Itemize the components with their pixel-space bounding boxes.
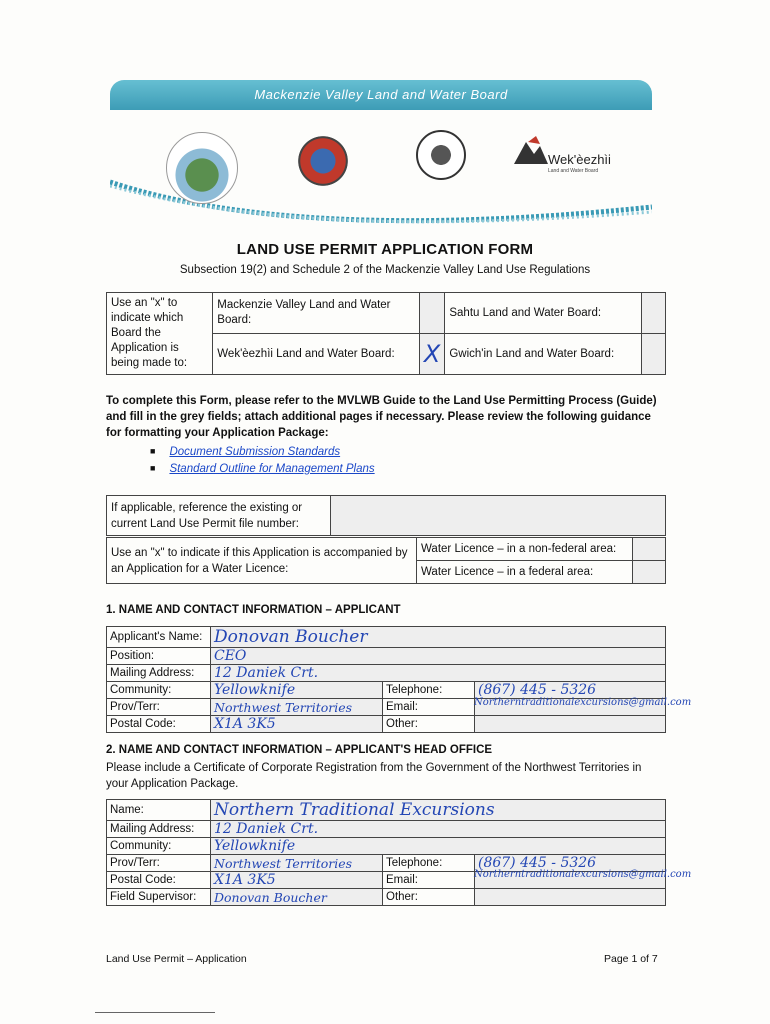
ho-mailing-label: Mailing Address: xyxy=(107,821,211,838)
ho-name-input[interactable] xyxy=(211,800,666,821)
ho-prov-label: Prov/Terr: xyxy=(107,855,211,872)
ho-community-label: Community: xyxy=(107,838,211,855)
mvlwb-logo-icon xyxy=(166,132,238,204)
page-subtitle: Subsection 19(2) and Schedule 2 of the Mackenzie Valley Land Use Regulations xyxy=(179,264,591,276)
gwich-checkbox[interactable] xyxy=(641,334,665,375)
ho-other-input[interactable] xyxy=(475,889,666,906)
sahtu-logo-icon xyxy=(294,132,352,190)
water-licence-prompt: Use an "x" to indicate if this Application is accompanied by an Application for a Water Licence: xyxy=(107,538,417,584)
mailing-input[interactable] xyxy=(211,665,666,682)
ho-mailing-input[interactable] xyxy=(211,821,666,838)
board-prompt: Use an "x" to indicate which Board the Application is being made to: xyxy=(107,293,213,375)
reference-label: If applicable, reference the existing or current Land Use Permit file number: xyxy=(107,496,331,536)
ho-community-value: Yellowknife xyxy=(214,838,296,854)
applicant-name-value: Donovan Boucher xyxy=(214,627,368,647)
telephone-value: (867) 445 - 5326 xyxy=(478,682,597,698)
ho-postal-value: X1A 3K5 xyxy=(214,872,276,888)
ho-other-label: Other: xyxy=(383,889,475,906)
wek-checkbox[interactable]: X xyxy=(419,334,445,375)
list-item xyxy=(150,461,375,478)
head-office-table xyxy=(106,799,666,906)
document-standards-link[interactable]: Document Submission Standards xyxy=(169,446,341,458)
postal-value: X1A 3K5 xyxy=(214,716,276,732)
prov-input[interactable] xyxy=(211,699,383,716)
ho-email-value: Northerntraditionalexcursions@gmail.com xyxy=(474,869,692,880)
logo-strip xyxy=(110,112,652,232)
non-federal-checkbox[interactable] xyxy=(633,538,666,561)
mvlwb-checkbox[interactable] xyxy=(419,293,445,334)
applicant-name-input[interactable] xyxy=(211,627,666,648)
page-title: LAND USE PERMIT APPLICATION FORM xyxy=(236,241,534,258)
ho-community-input[interactable] xyxy=(211,838,666,855)
position-input[interactable] xyxy=(211,648,666,665)
ho-name-value: Northern Traditional Excursions xyxy=(214,800,495,820)
mailing-value: 12 Daniek Crt. xyxy=(214,665,319,681)
ho-supervisor-label: Field Supervisor: xyxy=(107,889,211,906)
applicant-email-value: Northerntraditionalexcursions@gmail.com xyxy=(474,697,692,708)
section1-title: 1. NAME AND CONTACT INFORMATION – APPLICANT xyxy=(106,604,401,616)
reference-input[interactable] xyxy=(331,496,666,536)
ho-postal-label: Postal Code: xyxy=(107,872,211,889)
board-selection-table xyxy=(106,292,666,375)
section2-text: Please include a Certificate of Corporate Registration from the Government of the Northwest Territories in your Application Package. xyxy=(106,762,642,790)
telephone-label: Telephone: xyxy=(383,682,475,699)
ho-telephone-value: (867) 445 - 5326 xyxy=(478,855,597,871)
section2-title: 2. NAME AND CONTACT INFORMATION – APPLICANT'S HEAD OFFICE xyxy=(106,744,493,756)
ho-prov-input[interactable] xyxy=(211,855,383,872)
ho-postal-input[interactable] xyxy=(211,872,383,889)
list-item xyxy=(150,444,375,461)
ho-supervisor-value: Donovan Boucher xyxy=(214,889,327,905)
mvlwb-label: Mackenzie Valley Land and Water Board: xyxy=(213,293,420,334)
other-label: Other: xyxy=(383,716,475,733)
other-input[interactable] xyxy=(475,716,666,733)
non-federal-label: Water Licence – in a non-federal area: xyxy=(417,538,633,561)
community-input[interactable] xyxy=(211,682,383,699)
wekeezhii-logo-subtext: Land and Water Board xyxy=(548,168,599,174)
prov-value: Northwest Territories xyxy=(214,699,353,715)
email-label: Email: xyxy=(383,699,475,716)
bullet-icon: ■ xyxy=(150,463,156,473)
ho-name-label: Name: xyxy=(107,800,211,821)
mailing-label: Mailing Address: xyxy=(107,665,211,682)
instructions: To complete this Form, please refer to the MVLWB Guide to the Land Use Permitting Process (Guide) and fill in the grey fields; attach additional pages if necessary. Please review the following guidance for formatting your Application Package: xyxy=(106,395,657,439)
postal-label: Postal Code: xyxy=(107,716,211,733)
ho-prov-value: Northwest Territories xyxy=(214,855,353,871)
ho-mailing-value: 12 Daniek Crt. xyxy=(214,821,319,837)
water-licence-table xyxy=(106,537,666,584)
wek-label: Wek'èezhìi Land and Water Board: xyxy=(213,334,420,375)
page-number: Page 1 of 7 xyxy=(604,953,658,965)
telephone-input[interactable] xyxy=(475,682,666,699)
ho-telephone-label: Telephone: xyxy=(383,855,475,872)
wekeezhii-logo-icon xyxy=(514,136,548,166)
community-label: Community: xyxy=(107,682,211,699)
ho-supervisor-input[interactable] xyxy=(211,889,383,906)
reference-table xyxy=(106,495,666,536)
postal-input[interactable] xyxy=(211,716,383,733)
applicant-table xyxy=(106,626,666,733)
guidance-links xyxy=(150,444,375,478)
gwichin-logo-icon xyxy=(416,130,466,180)
position-value: CEO xyxy=(214,648,247,664)
ho-email-label: Email: xyxy=(383,872,475,889)
bullet-icon: ■ xyxy=(150,446,156,456)
sahtu-checkbox[interactable] xyxy=(641,293,665,334)
footer-title: Land Use Permit – Application xyxy=(106,953,247,965)
federal-checkbox[interactable] xyxy=(633,561,666,584)
management-plans-link[interactable]: Standard Outline for Management Plans xyxy=(169,463,375,475)
footer-divider xyxy=(95,1012,215,1013)
gwich-label: Gwich'in Land and Water Board: xyxy=(445,334,642,375)
position-label: Position: xyxy=(107,648,211,665)
sahtu-label: Sahtu Land and Water Board: xyxy=(445,293,642,334)
applicant-name-label: Applicant's Name: xyxy=(107,627,211,648)
prov-label: Prov/Terr: xyxy=(107,699,211,716)
header-banner: Mackenzie Valley Land and Water Board xyxy=(110,80,652,110)
community-value: Yellowknife xyxy=(214,682,296,698)
wekeezhii-logo-text: Wek'èezhìi xyxy=(548,152,611,167)
federal-label: Water Licence – in a federal area: xyxy=(417,561,633,584)
